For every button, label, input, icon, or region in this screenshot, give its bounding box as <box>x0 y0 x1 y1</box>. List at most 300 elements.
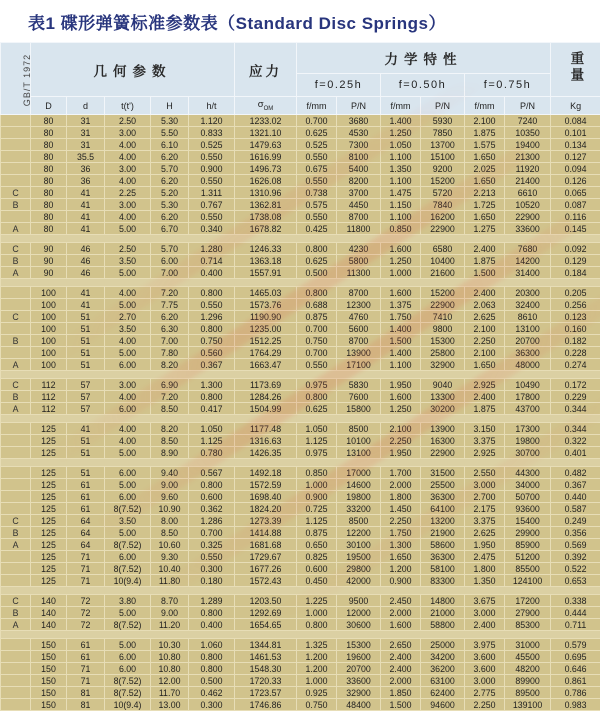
value-cell: 32900 <box>421 359 465 371</box>
value-cell: 1.650 <box>465 211 505 223</box>
value-cell: 3.675 <box>465 595 505 607</box>
value-cell: 0.184 <box>551 267 600 279</box>
value-cell: 1414.88 <box>235 527 297 539</box>
value-cell: 1.350 <box>381 163 421 175</box>
value-cell: 1.750 <box>381 527 421 539</box>
value-cell: 30700 <box>505 447 551 459</box>
value-cell: 0.625 <box>297 255 337 267</box>
value-cell: 13100 <box>337 447 381 459</box>
value-cell: 1.375 <box>381 299 421 311</box>
grade-cell <box>1 287 31 299</box>
value-cell: 44300 <box>505 467 551 479</box>
value-cell: 6580 <box>421 243 465 255</box>
value-cell: 1.350 <box>465 575 505 587</box>
value-cell: 8700 <box>337 335 381 347</box>
value-cell: 0.800 <box>297 243 337 255</box>
value-cell: 51 <box>67 311 105 323</box>
value-cell: 10520 <box>505 199 551 211</box>
value-cell: 15100 <box>421 151 465 163</box>
value-cell: 9.00 <box>151 607 189 619</box>
value-cell: 140 <box>31 619 67 631</box>
col-kg: Kg <box>551 97 600 115</box>
value-cell: 4760 <box>337 311 381 323</box>
value-cell: 51 <box>67 467 105 479</box>
value-cell: 20300 <box>505 287 551 299</box>
value-cell: 15400 <box>505 515 551 527</box>
grade-cell: C <box>1 187 31 199</box>
group-separator <box>1 459 600 467</box>
page-title: 表1 碟形弹簧标准参数表（Standard Disc Springs） <box>28 9 446 34</box>
value-cell: 6.00 <box>105 359 151 371</box>
value-cell: 1.600 <box>381 243 421 255</box>
value-cell: 17800 <box>505 391 551 403</box>
value-cell: 8100 <box>337 151 381 163</box>
value-cell: 12.00 <box>151 675 189 687</box>
value-cell: 80 <box>31 163 67 175</box>
value-cell: 150 <box>31 663 67 675</box>
value-cell: 94600 <box>421 699 465 711</box>
table-row <box>1 379 600 391</box>
value-cell: 0.205 <box>551 287 600 299</box>
value-cell: 1.300 <box>189 379 235 391</box>
value-cell: 93600 <box>505 503 551 515</box>
value-cell: 62400 <box>421 687 465 699</box>
table-row <box>1 299 600 311</box>
table-row <box>1 287 600 299</box>
value-cell: 5.70 <box>151 163 189 175</box>
value-cell: 1362.81 <box>235 199 297 211</box>
value-cell: 0.425 <box>297 223 337 235</box>
value-cell: 8500 <box>337 423 381 435</box>
value-cell: 1764.29 <box>235 347 297 359</box>
value-cell: 100 <box>31 287 67 299</box>
value-cell: 1698.40 <box>235 491 297 503</box>
value-cell: 0.800 <box>189 651 235 663</box>
grade-cell <box>1 435 31 447</box>
value-cell: 36200 <box>421 663 465 675</box>
value-cell: 1681.68 <box>235 539 297 551</box>
grade-cell <box>1 479 31 491</box>
value-cell: 16200 <box>421 211 465 223</box>
grade-cell <box>1 675 31 687</box>
value-cell: 61 <box>67 651 105 663</box>
grade-cell <box>1 491 31 503</box>
value-cell: 11920 <box>505 163 551 175</box>
value-cell: 0.300 <box>189 699 235 711</box>
value-cell: 1.600 <box>381 391 421 403</box>
value-cell: 6.00 <box>105 663 151 675</box>
value-cell: 0.340 <box>189 223 235 235</box>
value-cell: 1190.90 <box>235 311 297 323</box>
value-cell: 64 <box>67 515 105 527</box>
value-cell: 1654.65 <box>235 619 297 631</box>
value-cell: 41 <box>67 223 105 235</box>
value-cell: 3.375 <box>465 435 505 447</box>
value-cell: 1.050 <box>189 423 235 435</box>
value-cell: 0.500 <box>297 267 337 279</box>
value-cell: 0.087 <box>551 199 600 211</box>
value-cell: 1316.63 <box>235 435 297 447</box>
value-cell: 1.250 <box>381 255 421 267</box>
value-cell: 125 <box>31 503 67 515</box>
value-cell: 6.20 <box>151 311 189 323</box>
value-cell: 10.30 <box>151 639 189 651</box>
value-cell: 33200 <box>337 503 381 515</box>
grade-cell: C <box>1 243 31 255</box>
value-cell: 2.250 <box>465 335 505 347</box>
value-cell: 6.00 <box>151 255 189 267</box>
value-cell: 36 <box>67 175 105 187</box>
value-cell: 51 <box>67 359 105 371</box>
value-cell: 1.000 <box>297 607 337 619</box>
value-cell: 1.875 <box>465 255 505 267</box>
value-cell: 22900 <box>421 447 465 459</box>
grade-cell: C <box>1 515 31 527</box>
table-row <box>1 663 600 675</box>
value-cell: 0.800 <box>189 479 235 491</box>
value-cell: 51200 <box>505 551 551 563</box>
value-cell: 0.274 <box>551 359 600 371</box>
value-cell: 0.123 <box>551 311 600 323</box>
value-cell: 45500 <box>505 651 551 663</box>
value-cell: 8(7.52) <box>105 503 151 515</box>
value-cell: 125 <box>31 539 67 551</box>
grade-cell: B <box>1 391 31 403</box>
value-cell: 61 <box>67 491 105 503</box>
value-cell: 80 <box>31 187 67 199</box>
table-row <box>1 563 600 575</box>
value-cell: 1504.99 <box>235 403 297 415</box>
value-cell: 0.522 <box>551 563 600 575</box>
value-cell: 1.850 <box>381 687 421 699</box>
value-cell: 1461.53 <box>235 651 297 663</box>
value-cell: 32900 <box>337 687 381 699</box>
value-cell: 1.450 <box>381 503 421 515</box>
value-cell: 4.00 <box>105 287 151 299</box>
value-cell: 3700 <box>337 187 381 199</box>
value-cell: 0.338 <box>551 595 600 607</box>
value-cell: 0.975 <box>297 379 337 391</box>
value-cell: 29800 <box>337 563 381 575</box>
value-cell: 3.600 <box>465 663 505 675</box>
value-cell: 1.500 <box>381 699 421 711</box>
value-cell: 6.20 <box>151 175 189 187</box>
value-cell: 2.400 <box>465 287 505 299</box>
value-cell: 112 <box>31 403 67 415</box>
value-cell: 0.875 <box>297 527 337 539</box>
value-cell: 9040 <box>421 379 465 391</box>
value-cell: 8610 <box>505 311 551 323</box>
value-cell: 4.00 <box>105 175 151 187</box>
value-cell: 17000 <box>337 467 381 479</box>
value-cell: 41 <box>67 211 105 223</box>
value-cell: 0.249 <box>551 515 600 527</box>
value-cell: 85300 <box>505 619 551 631</box>
value-cell: 1.000 <box>297 675 337 687</box>
weight-header-cell <box>551 43 600 97</box>
value-cell: 0.900 <box>189 163 235 175</box>
value-cell: 61 <box>67 503 105 515</box>
value-cell: 2.250 <box>381 515 421 527</box>
grade-cell <box>1 163 31 175</box>
value-cell: 1.400 <box>381 347 421 359</box>
value-cell: 1548.30 <box>235 663 297 675</box>
grade-cell <box>1 115 31 127</box>
value-cell: 3.975 <box>465 639 505 651</box>
value-cell: 0.127 <box>551 151 600 163</box>
value-cell: 51 <box>67 447 105 459</box>
value-cell: 0.344 <box>551 423 600 435</box>
value-cell: 22900 <box>421 223 465 235</box>
value-cell: 0.695 <box>551 651 600 663</box>
col-p50: P/N <box>421 97 465 115</box>
value-cell: 2.50 <box>105 115 151 127</box>
value-cell: 0.462 <box>189 687 235 699</box>
grade-cell <box>1 663 31 675</box>
value-cell: 0.367 <box>551 479 600 491</box>
value-cell: 10400 <box>421 255 465 267</box>
value-cell: 58600 <box>421 539 465 551</box>
value-cell: 5600 <box>337 323 381 335</box>
value-cell: 3.000 <box>465 675 505 687</box>
value-cell: 4.00 <box>105 435 151 447</box>
value-cell: 0.861 <box>551 675 600 687</box>
value-cell: 4.00 <box>105 391 151 403</box>
value-cell: 0.800 <box>297 619 337 631</box>
value-cell: 15200 <box>421 287 465 299</box>
value-cell: 80 <box>31 199 67 211</box>
value-cell: 6.70 <box>151 223 189 235</box>
grade-cell: C <box>1 311 31 323</box>
group-separator <box>1 371 600 379</box>
value-cell: 29900 <box>505 527 551 539</box>
grade-cell: B <box>1 527 31 539</box>
grade-cell <box>1 639 31 651</box>
value-cell: 3.000 <box>465 479 505 491</box>
value-cell: 0.700 <box>297 323 337 335</box>
value-cell: 2.400 <box>381 651 421 663</box>
value-cell: 0.780 <box>189 447 235 459</box>
table-row <box>1 267 600 279</box>
value-cell: 19800 <box>337 491 381 503</box>
table-row <box>1 699 600 711</box>
value-cell: 0.134 <box>551 139 600 151</box>
value-cell: 41 <box>67 199 105 211</box>
value-cell: 0.356 <box>551 527 600 539</box>
value-cell: 33600 <box>505 223 551 235</box>
value-cell: 31 <box>67 139 105 151</box>
value-cell: 2.175 <box>465 503 505 515</box>
value-cell: 5.30 <box>151 115 189 127</box>
grade-cell: A <box>1 619 31 631</box>
value-cell: 125 <box>31 467 67 479</box>
table-row <box>1 551 600 563</box>
grade-cell <box>1 503 31 515</box>
value-cell: 5.00 <box>105 527 151 539</box>
value-cell: 17200 <box>505 595 551 607</box>
value-cell: 46 <box>67 267 105 279</box>
grade-cell <box>1 575 31 587</box>
value-cell: 90 <box>31 255 67 267</box>
value-cell: 139100 <box>505 699 551 711</box>
value-cell: 1173.69 <box>235 379 297 391</box>
value-cell: 6.20 <box>151 211 189 223</box>
value-cell: 10.80 <box>151 663 189 675</box>
value-cell: 36300 <box>421 551 465 563</box>
value-cell: 72 <box>67 595 105 607</box>
value-cell: 63100 <box>421 675 465 687</box>
value-cell: 1235.00 <box>235 323 297 335</box>
table-row <box>1 359 600 371</box>
value-cell: 2.250 <box>465 699 505 711</box>
value-cell: 1.575 <box>465 139 505 151</box>
value-cell: 0.392 <box>551 551 600 563</box>
grade-cell <box>1 563 31 575</box>
value-cell: 20700 <box>505 335 551 347</box>
value-cell: 4230 <box>337 243 381 255</box>
value-cell: 0.450 <box>297 575 337 587</box>
value-cell: 1.050 <box>297 423 337 435</box>
grade-cell <box>1 423 31 435</box>
value-cell: 1.800 <box>381 491 421 503</box>
value-cell: 21400 <box>505 175 551 187</box>
value-cell: 0.129 <box>551 255 600 267</box>
value-cell: 25500 <box>421 479 465 491</box>
value-cell: 15800 <box>337 403 381 415</box>
table-row <box>1 539 600 551</box>
value-cell: 1626.08 <box>235 175 297 187</box>
value-cell: 0.401 <box>551 447 600 459</box>
value-cell: 0.750 <box>297 699 337 711</box>
value-cell: 0.362 <box>189 503 235 515</box>
value-cell: 0.700 <box>189 527 235 539</box>
value-cell: 8(7.52) <box>105 619 151 631</box>
value-cell: 51 <box>67 347 105 359</box>
value-cell: 51 <box>67 435 105 447</box>
value-cell: 0.182 <box>551 335 600 347</box>
value-cell: 64 <box>67 527 105 539</box>
grade-cell <box>1 447 31 459</box>
value-cell: 1512.25 <box>235 335 297 347</box>
col-p75: P/N <box>505 97 551 115</box>
value-cell: 1.500 <box>381 335 421 347</box>
value-cell: 61 <box>67 639 105 651</box>
value-cell: 0.084 <box>551 115 600 127</box>
value-cell: 1321.10 <box>235 127 297 139</box>
value-cell: 125 <box>31 423 67 435</box>
value-cell: 0.600 <box>297 563 337 575</box>
value-cell: 150 <box>31 699 67 711</box>
value-cell: 42000 <box>337 575 381 587</box>
grade-cell <box>1 699 31 711</box>
value-cell: 33600 <box>337 675 381 687</box>
value-cell: 150 <box>31 687 67 699</box>
value-cell: 100 <box>31 323 67 335</box>
stress-header: 应力 <box>235 43 297 97</box>
value-cell: 0.325 <box>189 539 235 551</box>
value-cell: 1.100 <box>381 211 421 223</box>
value-cell: 125 <box>31 479 67 491</box>
value-cell: 1.950 <box>381 447 421 459</box>
value-cell: 10.90 <box>151 503 189 515</box>
group-separator-cell <box>1 235 600 243</box>
grade-cell: B <box>1 335 31 347</box>
value-cell: 2.70 <box>105 311 151 323</box>
value-cell: 1.200 <box>381 563 421 575</box>
value-cell: 34000 <box>505 479 551 491</box>
value-cell: 0.975 <box>297 447 337 459</box>
value-cell: 13200 <box>421 515 465 527</box>
value-cell: 46 <box>67 255 105 267</box>
value-cell: 5800 <box>337 255 381 267</box>
value-cell: 0.900 <box>297 491 337 503</box>
value-cell: 1572.59 <box>235 479 297 491</box>
value-cell: 21600 <box>421 267 465 279</box>
value-cell: 4.00 <box>105 335 151 347</box>
value-cell: 3.50 <box>105 323 151 335</box>
value-cell: 8.70 <box>151 595 189 607</box>
value-cell: 3.00 <box>105 127 151 139</box>
value-cell: 3.00 <box>105 379 151 391</box>
value-cell: 1.200 <box>297 651 337 663</box>
value-cell: 5.00 <box>105 447 151 459</box>
value-cell: 10(9.4) <box>105 699 151 711</box>
value-cell: 15200 <box>421 175 465 187</box>
value-cell: 14600 <box>337 479 381 491</box>
value-cell: 0.579 <box>551 639 600 651</box>
value-cell: 0.500 <box>189 675 235 687</box>
value-cell: 7840 <box>421 199 465 211</box>
value-cell: 2.450 <box>381 595 421 607</box>
value-cell: 2.625 <box>465 527 505 539</box>
value-cell: 10.80 <box>151 651 189 663</box>
value-cell: 80 <box>31 151 67 163</box>
value-cell: 0.900 <box>381 575 421 587</box>
mechanical-header: 力学特性 <box>297 43 551 74</box>
value-cell: 0.800 <box>297 287 337 299</box>
value-cell: 1.700 <box>381 467 421 479</box>
col-sigma <box>235 97 297 115</box>
value-cell: 5930 <box>421 115 465 127</box>
value-cell: 1.600 <box>381 619 421 631</box>
value-cell: 0.800 <box>189 663 235 675</box>
grade-cell <box>1 651 31 663</box>
value-cell: 124100 <box>505 575 551 587</box>
value-cell: 5.70 <box>151 243 189 255</box>
value-cell: 0.417 <box>189 403 235 415</box>
value-cell: 5.50 <box>151 127 189 139</box>
value-cell: 13900 <box>421 423 465 435</box>
value-cell: 1273.39 <box>235 515 297 527</box>
value-cell: 6.00 <box>105 403 151 415</box>
value-cell: 125 <box>31 551 67 563</box>
value-cell: 34200 <box>421 651 465 663</box>
value-cell: 81 <box>67 687 105 699</box>
value-cell: 6.10 <box>151 139 189 151</box>
value-cell: 5.00 <box>105 267 151 279</box>
value-cell: 31500 <box>421 467 465 479</box>
value-cell: 1.100 <box>381 359 421 371</box>
value-cell: 4.00 <box>105 139 151 151</box>
table-row <box>1 527 600 539</box>
value-cell: 2.550 <box>465 467 505 479</box>
value-cell: 13700 <box>421 139 465 151</box>
value-cell: 1572.43 <box>235 575 297 587</box>
value-cell: 30200 <box>421 403 465 415</box>
value-cell: 0.711 <box>551 619 600 631</box>
value-cell: 3.50 <box>105 255 151 267</box>
value-cell: 7240 <box>505 115 551 127</box>
